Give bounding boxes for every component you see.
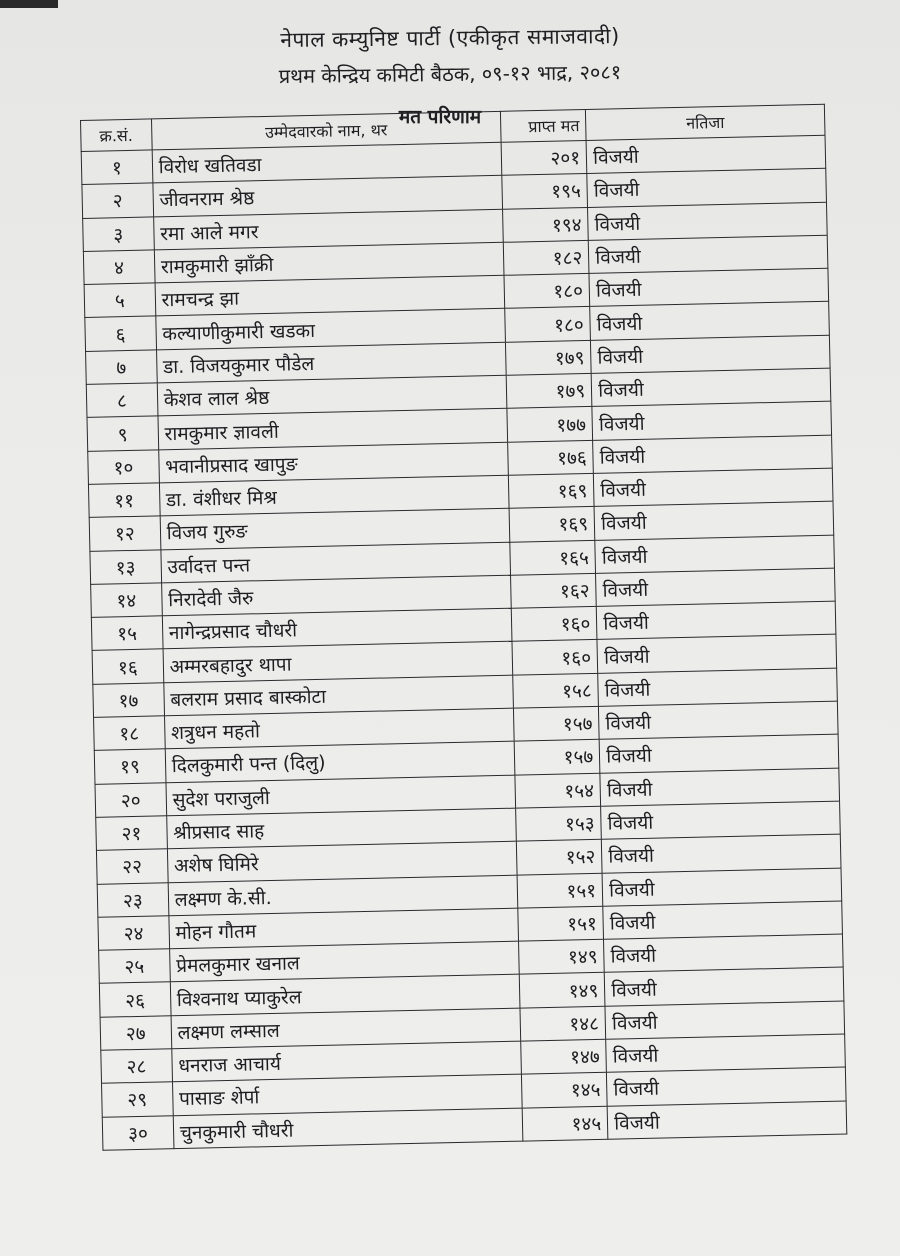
row-votes: १५७	[514, 740, 600, 775]
row-candidate-name: शत्रुधन महतो	[164, 708, 514, 749]
row-candidate-name: विश्वनाथ प्याकुरेल	[170, 975, 520, 1016]
row-candidate-name: सुदेश पराजुली	[166, 775, 516, 816]
results-table-wrapper	[80, 104, 852, 1151]
row-votes: १५८	[513, 673, 599, 708]
row-candidate-name: केशव लाल श्रेष्ठ	[157, 375, 507, 416]
row-result: विजयी	[600, 768, 839, 806]
row-serial-number: ३	[83, 217, 154, 252]
row-votes: १८०	[505, 307, 591, 342]
row-result: विजयी	[597, 635, 836, 673]
row-candidate-name: रमा आले मगर	[153, 209, 503, 250]
row-result: विजयी	[598, 668, 837, 706]
row-serial-number: १८	[94, 716, 165, 751]
row-votes: १७९	[506, 373, 592, 408]
results-title: मत परिणाम	[398, 106, 482, 128]
row-candidate-name: निरादेवी जैरु	[161, 575, 511, 616]
row-result: विजयी	[591, 335, 830, 373]
table-body	[81, 135, 847, 1150]
row-result: विजयी	[602, 834, 841, 872]
row-result: विजयी	[596, 568, 835, 606]
row-serial-number: २९	[102, 1082, 173, 1117]
row-result: विजयी	[589, 268, 828, 306]
row-serial-number: २६	[99, 982, 170, 1017]
row-result: विजयी	[588, 202, 827, 240]
row-serial-number: ११	[88, 483, 159, 518]
row-votes: १९४	[503, 207, 589, 242]
row-result: विजयी	[602, 868, 841, 906]
row-candidate-name: दिलकुमारी पन्त (दिलु)	[165, 742, 515, 783]
row-votes: १४९	[519, 939, 605, 974]
row-serial-number: ८	[86, 383, 157, 418]
row-votes: १६९	[509, 473, 595, 508]
row-candidate-name: उर्वादत्त पन्त	[161, 542, 511, 583]
row-candidate-name: लक्ष्मण लम्साल	[171, 1008, 521, 1049]
row-serial-number: १६	[92, 649, 163, 684]
row-serial-number: ५	[84, 283, 155, 318]
row-candidate-name: कल्याणीकुमारी खडका	[156, 309, 506, 350]
row-candidate-name: विजय गुरुङ	[160, 508, 510, 549]
row-candidate-name: बलराम प्रसाद बास्कोटा	[163, 675, 513, 716]
row-votes: १५४	[515, 773, 601, 808]
row-votes: १८२	[503, 240, 589, 275]
row-candidate-name: डा. वंशीधर मिश्र	[159, 475, 509, 516]
row-votes: १६०	[511, 607, 597, 642]
row-serial-number: १७	[93, 683, 164, 718]
row-serial-number: २३	[97, 882, 168, 917]
results-table	[80, 104, 847, 1151]
row-result: विजयी	[604, 934, 843, 972]
row-votes: १७७	[507, 407, 593, 442]
row-result: विजयी	[588, 235, 827, 273]
row-candidate-name: पासाङ शेर्पा	[172, 1074, 522, 1115]
row-candidate-name: रामचन्द्र झा	[155, 275, 505, 316]
row-candidate-name: नागेन्द्रप्रसाद चौधरी	[162, 608, 512, 649]
row-result: विजयी	[599, 734, 838, 772]
row-votes: १७६	[508, 440, 594, 475]
row-votes: १६५	[510, 540, 596, 575]
row-votes: १५१	[517, 873, 603, 908]
row-votes: १५१	[518, 906, 604, 941]
header-result: नतिजा	[586, 104, 825, 140]
row-serial-number: २७	[100, 1015, 171, 1050]
row-serial-number: १५	[91, 616, 162, 651]
row-result: विजयी	[604, 967, 843, 1005]
row-result: विजयी	[599, 701, 838, 739]
row-serial-number: ६	[85, 316, 156, 351]
row-serial-number: ७	[86, 350, 157, 385]
row-votes: २०१	[501, 140, 587, 175]
row-result: विजयी	[603, 901, 842, 939]
row-votes: १७९	[506, 340, 592, 375]
row-result: विजयी	[605, 1001, 844, 1039]
row-result: विजयी	[595, 535, 834, 573]
row-candidate-name: भवानीप्रसाद खापुङ	[158, 442, 508, 483]
row-result: विजयी	[591, 368, 830, 406]
row-result: विजयी	[592, 402, 831, 440]
row-serial-number: १२	[89, 516, 160, 551]
row-votes: १५३	[516, 806, 602, 841]
row-serial-number: २०	[95, 782, 166, 817]
row-serial-number: २८	[101, 1049, 172, 1084]
row-serial-number: २५	[99, 949, 170, 984]
row-result: विजयी	[594, 501, 833, 539]
row-serial-number: १४	[91, 583, 162, 618]
row-votes: १४७	[521, 1039, 607, 1074]
row-candidate-name: विरोध खतिवडा	[152, 142, 502, 183]
row-result: विजयी	[607, 1101, 846, 1139]
row-result: विजयी	[601, 801, 840, 839]
row-serial-number: २२	[96, 849, 167, 884]
row-candidate-name: लक्ष्मण के.सी.	[168, 875, 518, 916]
row-candidate-name: रामकुमार ज्ञावली	[158, 409, 508, 450]
row-serial-number: २४	[98, 916, 169, 951]
row-result: विजयी	[586, 135, 825, 173]
row-votes: १६९	[509, 507, 595, 542]
scan-corner-mark	[0, 0, 58, 8]
row-votes: १८०	[504, 274, 590, 309]
row-candidate-name: चुनकुमारी चौधरी	[173, 1108, 523, 1149]
row-votes: १५७	[514, 706, 600, 741]
header-candidate-name: उम्मेदवारको नाम, थर	[151, 111, 501, 150]
row-serial-number: ३०	[102, 1115, 173, 1150]
row-serial-number: १३	[90, 549, 161, 584]
header-serial-number: क्र.सं.	[81, 119, 152, 152]
row-candidate-name: धनराज आचार्य	[171, 1041, 521, 1082]
row-votes: १४५	[522, 1106, 608, 1141]
row-votes: १४८	[520, 1006, 606, 1041]
row-result: विजयी	[606, 1034, 845, 1072]
row-serial-number: ९	[87, 416, 158, 451]
row-serial-number: ४	[83, 250, 154, 285]
row-serial-number: १	[81, 150, 152, 185]
row-result: विजयी	[596, 601, 835, 639]
row-candidate-name: डा. विजयकुमार पौडेल	[156, 342, 506, 383]
row-result: विजयी	[590, 302, 829, 340]
row-votes: १५२	[516, 840, 602, 875]
row-candidate-name: श्रीप्रसाद साह	[166, 808, 516, 849]
row-serial-number: १०	[88, 450, 159, 485]
row-candidate-name: जीवनराम श्रेष्ठ	[153, 176, 503, 217]
meeting-subheading: प्रथम केन्द्रिय कमिटी बैठक, ०९-१२ भाद्र, २०८१	[278, 59, 622, 89]
row-candidate-name: रामकुमारी झाँक्री	[154, 242, 504, 283]
row-candidate-name: प्रेमलकुमार खनाल	[169, 941, 519, 982]
row-candidate-name: अम्मरबहादुर थापा	[163, 642, 513, 683]
row-serial-number: २	[82, 183, 153, 218]
header-votes: प्राप्त मत	[501, 109, 587, 142]
row-serial-number: २१	[96, 816, 167, 851]
row-result: विजयी	[607, 1067, 846, 1105]
row-votes: १६२	[511, 573, 597, 608]
row-serial-number: १९	[94, 749, 165, 784]
row-votes: १४९	[519, 973, 605, 1008]
row-result: विजयी	[587, 169, 826, 207]
row-votes: १९५	[502, 174, 588, 209]
row-result: विजयी	[593, 435, 832, 473]
row-candidate-name: अशेष घिमिरे	[167, 841, 517, 882]
row-votes: १६०	[512, 640, 598, 675]
party-name-heading: नेपाल कम्युनिष्ट पार्टी (एकीकृत समाजवादी)	[280, 23, 620, 53]
row-result: विजयी	[594, 468, 833, 506]
row-candidate-name: मोहन गौतम	[169, 908, 519, 949]
row-votes: १४५	[522, 1073, 608, 1108]
